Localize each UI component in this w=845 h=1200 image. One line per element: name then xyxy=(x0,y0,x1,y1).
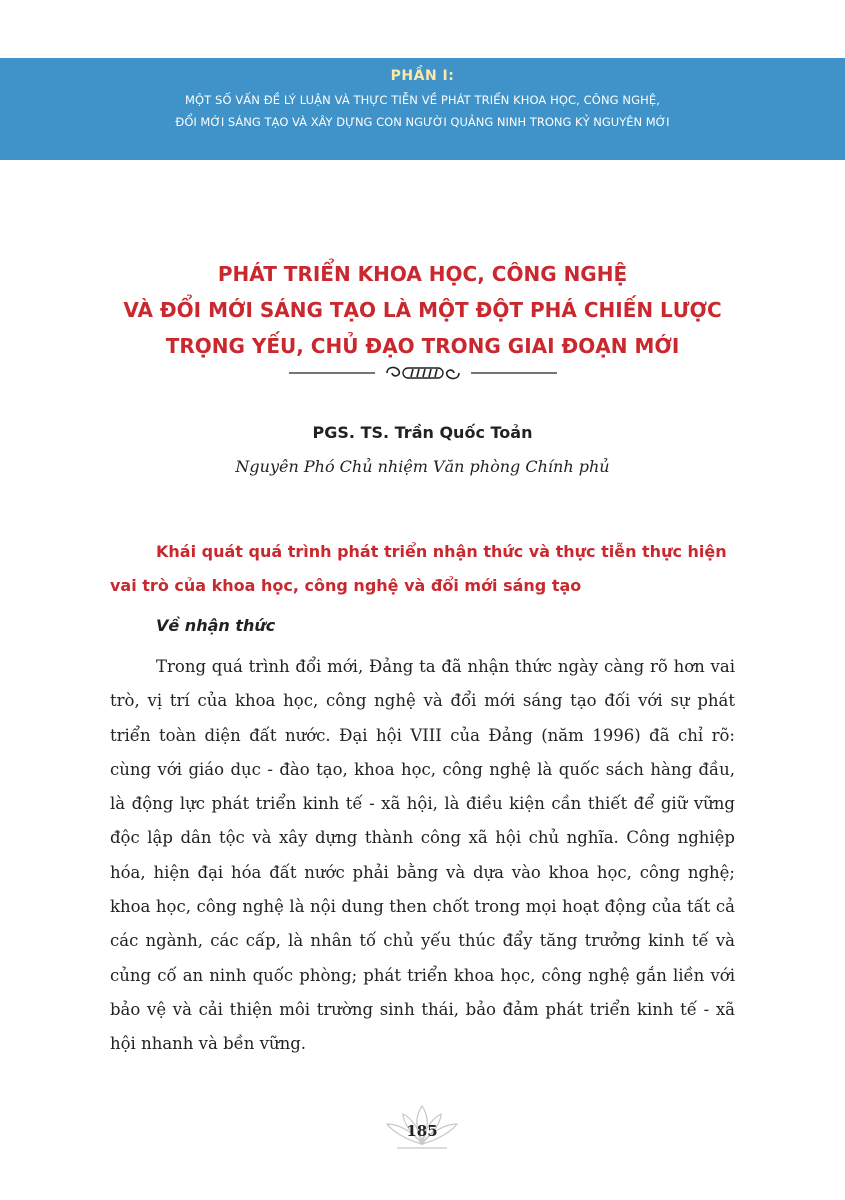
page-number: 185 xyxy=(406,1122,438,1140)
article-title-line-2: VÀ ĐỔI MỚI SÁNG TẠO LÀ MỘT ĐỘT PHÁ CHIẾN LƯỢC xyxy=(123,298,722,322)
part-title-line-1: MỘT SỐ VẤN ĐỀ LÝ LUẬN VÀ THỰC TIỄN VỀ PHÁT TRIỂN KHOA HỌC, CÔNG NGHỆ, xyxy=(184,93,661,107)
section-heading: Khái quát quá trình phát triển nhận thức và thực tiễn thực hiện vai trò của khoa học, công nghệ và đổi mới sáng tạo xyxy=(110,542,727,595)
part-label: PHẦN I: xyxy=(390,68,455,84)
article-title xyxy=(0,256,845,364)
author-name: PGS. TS. Trần Quốc Toản xyxy=(312,423,533,442)
part-title-line-2: ĐỔI MỚI SÁNG TẠO VÀ XÂY DỰNG CON NGƯỜI QUẢNG NINH TRONG KỶ NGUYÊN MỚI xyxy=(175,115,670,129)
author-affiliation: Nguyên Phó Chủ nhiệm Văn phòng Chính phủ xyxy=(235,457,610,476)
body-paragraph: Trong quá trình đổi mới, Đảng ta đã nhận thức ngày càng rõ hơn vai trò, vị trí của khoa học, công nghệ và đổi mới sáng tạo đối với sự phát triển toàn diện đất nước. Đại hội VIII của Đảng (năm 1996) đã chỉ rõ: cùng với giáo dục - đào tạo, khoa học, công nghệ là quốc sách hàng đầu, là động lực phát triển kinh tế - xã hội, là điều kiện cần thiết để giữ vững độc lập dân tộc và xây dựng thành công xã hội chủ nghĩa. Công nghiệp hóa, hiện đại hóa đất nước phải bằng và dựa vào khoa học, công nghệ; khoa học, công nghệ là nội dung then chốt trong mọi hoạt động của tất cả các ngành, các cấp, là nhân tố chủ yếu thúc đẩy tăng trưởng kinh tế và củng cố an ninh quốc phòng; phát triển khoa học, công nghệ gắn liền với bảo vệ và cải thiện môi trường sinh thái, bảo đảm phát triển kinh tế - xã hội nhanh và bền vững. xyxy=(110,657,735,1054)
article-title-line-1: PHÁT TRIỂN KHOA HỌC, CÔNG NGHỆ xyxy=(217,262,628,286)
ornament-divider-icon xyxy=(289,363,557,383)
part-header-banner xyxy=(0,58,845,160)
subheading: Về nhận thức xyxy=(156,616,276,635)
article-title-line-3: TRỌNG YẾU, CHỦ ĐẠO TRONG GIAI ĐOẠN MỚI xyxy=(165,334,680,358)
